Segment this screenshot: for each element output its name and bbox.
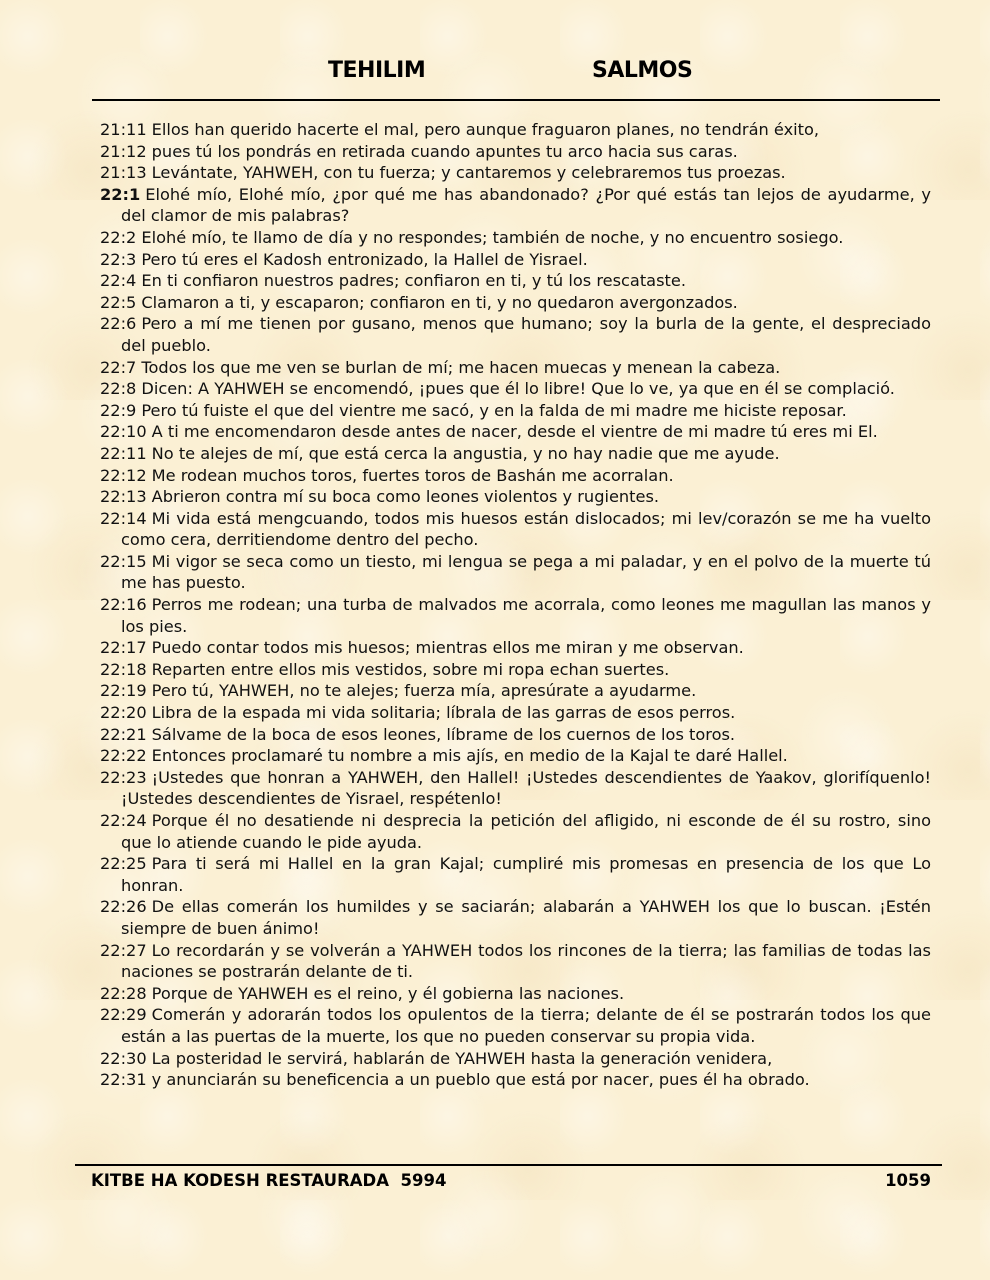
- verse-ref: 22:21: [100, 724, 147, 744]
- verse-text: Mi vida está mengcuando, todos mis huesos están dislocados; mi lev/corazón se me ha vuelto como cera, derritiendome dentro del pecho.: [121, 508, 931, 550]
- verse-22-4: [100, 270, 931, 292]
- verse-text: Lo recordarán y se volverán a YAHWEH todos los rincones de la tierra; las familias de todas las naciones se postrarán delante de ti.: [121, 940, 931, 982]
- verse-22-5: [100, 292, 931, 314]
- verse-ref: 21:12: [100, 141, 147, 161]
- verse-text: Elohé mío, te llamo de día y no respondes; también de noche, y no encuentro sosiego.: [141, 227, 844, 247]
- verse-ref: 22:26: [100, 897, 147, 917]
- verse-text: De ellas comerán los humildes y se saciarán; alabarán a YAHWEH los que lo buscan. ¡Estén siempre de buen ánimo!: [121, 897, 931, 938]
- verse-ref: 22:19: [100, 681, 147, 701]
- verse-text: Pero tú eres el Kadosh entronizado, la Hallel de Yisrael.: [141, 249, 588, 269]
- verse-text: Porque de YAHWEH es el reino, y él gobierna las naciones.: [151, 983, 625, 1003]
- verse-22-16: [100, 594, 931, 637]
- verse-ref: 22:11: [100, 443, 147, 463]
- page-number: 1059: [885, 1171, 931, 1190]
- verse-text: Reparten entre ellos mis vestidos, sobre mi ropa echan suertes.: [151, 659, 670, 679]
- verse-ref: 22:15: [100, 551, 147, 571]
- verse-text: No te alejes de mí, que está cerca la angustia, y no hay nadie que me ayude.: [151, 443, 780, 463]
- verse-text: Para ti será mi Hallel en la gran Kajal; cumpliré mis promesas en presencia de los que Lo honran.: [121, 854, 931, 895]
- verse-text: ¡Ustedes que honran a YAHWEH, den Hallel! ¡Ustedes descendientes de Yaakov, glorifíquenlo! ¡Ustedes descendientes de Yisrael, respétenlo!: [121, 767, 931, 809]
- verse-ref: 22:27: [100, 940, 147, 960]
- verse-22-10: [100, 421, 931, 443]
- header-title-tehilim: TEHILIM: [328, 58, 426, 83]
- verse-text: Porque él no desatiende ni desprecia la petición del afligido, ni esconde de él su rostro, sino que lo atiende cuando le pide ayuda.: [121, 811, 931, 852]
- verse-22-6: [100, 313, 931, 356]
- verse-text: Pero tú fuiste el que del vientre me sacó, y en la falda de mi madre me hiciste reposar.: [141, 400, 847, 420]
- footer-divider: [75, 1164, 942, 1166]
- footer-book-title: KITBE HA KODESH RESTAURADA 5994: [91, 1171, 447, 1190]
- verse-ref: 21:11: [100, 120, 147, 139]
- verse-22-14: [100, 508, 931, 551]
- verse-22-12: [100, 465, 931, 487]
- verse-ref: 22:30: [100, 1048, 147, 1068]
- verse-text: Comerán y adorarán todos los opulentos de la tierra; delante de él se postrarán todos los que están a las puertas de la muerte, los que no pueden conservar su propia vida.: [121, 1005, 931, 1046]
- verse-ref: 22:14: [100, 508, 147, 528]
- verse-22-22: [100, 745, 931, 767]
- verse-22-27: [100, 940, 931, 983]
- verse-21-11: [100, 119, 931, 141]
- verse-text: Libra de la espada mi vida solitaria; líbrala de las garras de esos perros.: [151, 703, 736, 723]
- verse-ref: 22:1: [100, 184, 141, 204]
- verse-22-13: [100, 486, 931, 508]
- verse-ref: 22:5: [100, 292, 137, 312]
- verse-ref: 21:13: [100, 163, 147, 183]
- verse-ref: 22:22: [100, 746, 147, 766]
- verse-22-30: [100, 1048, 931, 1070]
- verse-ref: 22:10: [100, 422, 147, 442]
- verse-text: Abrieron contra mí su boca como leones violentos y rugientes.: [151, 487, 660, 507]
- verse-ref: 22:24: [100, 811, 147, 830]
- verse-ref: 22:13: [100, 487, 147, 507]
- verse-22-15: [100, 551, 931, 594]
- verse-text: Perros me rodean; una turba de malvados me acorrala, como leones me magullan las manos y los pies.: [121, 595, 931, 636]
- verse-text: Pero a mí me tienen por gusano, menos que humano; soy la burla de la gente, el despreciado del pueblo.: [121, 314, 931, 355]
- verse-text: Puedo contar todos mis huesos; mientras ellos me miran y me observan.: [151, 638, 744, 658]
- verse-text: pues tú los pondrás en retirada cuando apuntes tu arco hacia sus caras.: [151, 141, 738, 161]
- verse-text: Pero tú, YAHWEH, no te alejes; fuerza mía, apresúrate a ayudarme.: [151, 681, 697, 701]
- verse-ref: 22:17: [100, 638, 147, 658]
- verse-text: Me rodean muchos toros, fuertes toros de Bashán me acorralan.: [151, 465, 674, 485]
- verse-text: Dicen: A YAHWEH se encomendó, ¡pues que él lo libre! Que lo ve, ya que en él se complació.: [141, 379, 895, 399]
- verse-ref: 22:2: [100, 227, 137, 247]
- verse-ref: 22:6: [100, 314, 137, 334]
- verse-ref: 22:28: [100, 983, 147, 1003]
- verse-22-25: [100, 853, 931, 896]
- verse-22-17: [100, 637, 931, 659]
- verse-text: A ti me encomendaron desde antes de nacer, desde el vientre de mi madre tú eres mi El.: [151, 422, 878, 442]
- verse-ref: 22:25: [100, 854, 147, 874]
- verse-22-21: [100, 724, 931, 746]
- verse-text: Ellos han querido hacerte el mal, pero aunque fraguaron planes, no tendrán éxito,: [151, 120, 820, 139]
- verse-text: Todos los que me ven se burlan de mí; me hacen muecas y menean la cabeza.: [141, 357, 781, 377]
- verse-text: Mi vigor se seca como un tiesto, mi lengua se pega a mi paladar, y en el polvo de la muerte tú me has puesto.: [121, 551, 931, 593]
- verse-ref: 22:12: [100, 465, 147, 485]
- verse-ref: 22:31: [100, 1070, 147, 1090]
- verse-22-29: [100, 1004, 931, 1047]
- page-header: [0, 58, 990, 90]
- verse-ref: 22:4: [100, 271, 137, 291]
- verse-text: Clamaron a ti, y escaparon; confiaron en ti, y no quedaron avergonzados.: [141, 292, 738, 312]
- verse-ref: 22:7: [100, 357, 137, 377]
- verse-ref: 22:18: [100, 659, 147, 679]
- verse-text: Sálvame de la boca de esos leones, líbrame de los cuernos de los toros.: [151, 724, 736, 744]
- verse-22-8: [100, 378, 931, 400]
- header-divider: [92, 99, 940, 101]
- verse-ref: 22:8: [100, 379, 137, 399]
- verse-ref: 22:16: [100, 595, 147, 615]
- verse-text: Entonces proclamaré tu nombre a mis ajís, en medio de la Kajal te daré Hallel.: [151, 746, 788, 766]
- verse-22-24: [100, 810, 931, 853]
- header-title-salmos: SALMOS: [592, 58, 693, 83]
- verse-22-7: [100, 357, 931, 379]
- verse-ref: 22:20: [100, 703, 147, 723]
- verse-text: La posteridad le servirá, hablarán de YAHWEH hasta la generación venidera,: [151, 1048, 773, 1068]
- verse-text: En ti confiaron nuestros padres; confiaron en ti, y tú los rescataste.: [141, 271, 686, 291]
- verse-22-31: [100, 1069, 931, 1091]
- verse-22-20: [100, 702, 931, 724]
- verse-21-13: [100, 162, 931, 184]
- verse-22-26: [100, 896, 931, 939]
- verse-22-3: [100, 249, 931, 271]
- verse-list: [100, 119, 931, 1091]
- verse-21-12: [100, 141, 931, 163]
- verse-22-28: [100, 983, 931, 1005]
- verse-22-1: [100, 184, 931, 227]
- verse-22-23: [100, 767, 931, 810]
- verse-ref: 22:3: [100, 249, 137, 269]
- verse-ref: 22:9: [100, 400, 137, 420]
- verse-text: y anunciarán su beneficencia a un pueblo que está por nacer, pues él ha obrado.: [151, 1070, 810, 1090]
- verse-22-19: [100, 680, 931, 702]
- verse-22-2: [100, 227, 931, 249]
- verse-text: Elohé mío, Elohé mío, ¿por qué me has abandonado? ¿Por qué estás tan lejos de ayudarme, y del clamor de mis palabras?: [121, 184, 931, 226]
- verse-22-11: [100, 443, 931, 465]
- verse-ref: 22:29: [100, 1005, 147, 1025]
- verse-22-18: [100, 659, 931, 681]
- verse-ref: 22:23: [100, 767, 147, 787]
- verse-text: Levántate, YAHWEH, con tu fuerza; y cantaremos y celebraremos tus proezas.: [151, 163, 786, 183]
- verse-22-9: [100, 400, 931, 422]
